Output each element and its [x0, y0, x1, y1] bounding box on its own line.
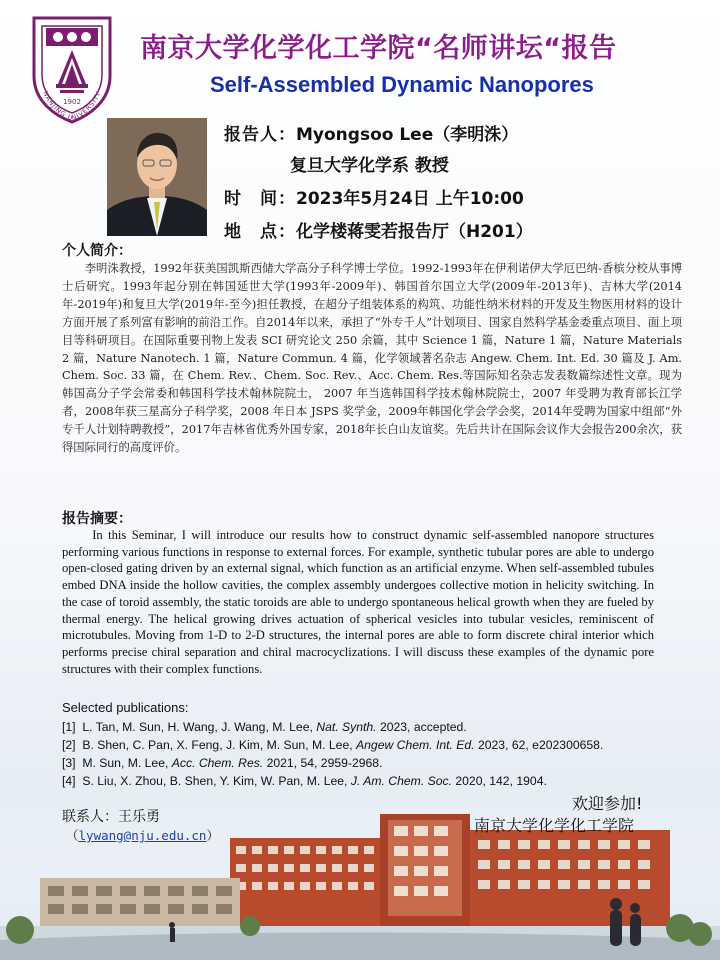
place-line [224, 217, 533, 242]
logo-text: NANJING UNIVERSITY [41, 89, 103, 123]
contact-person: 联系人：王乐勇 [62, 809, 160, 825]
publication-item: [4] S. Liu, X. Zhou, B. Shen, Y. Kim, W. Pan, M. Lee, J. Am. Chem. Soc. 2020, 142, 1904. [62, 774, 547, 788]
bio-heading: 个人简介： [62, 243, 132, 259]
abstract-text: In this Seminar, I will introduce our results how to construct dynamic self-assembled nanopore structures performing various functions in response to external forces. For example, synthetic tubular pores are able to undergo open-closed gating driven by an external signal, which function as an artificial enzyme. When self-assembled tubules embed DNA inside the hollow cavities, the complex assembly undergoes collective motion in helicity switching. In the case of toroid assembly, the static toroids are able to undergo spontaneous helical growth when they are fueled by thermal energy. The helical growing drives actuation of spherical vesicles into tubular vesicles, reminiscent of microtubules. Moving from 1-D to 2-D structures, the internal pores are able to form discrete chiral interior which performs precise chiral separation and chiral macrocyclizations. I will discuss these examples of the dynamic pore structures with their complex functions. [62, 528, 654, 676]
time-line [224, 184, 524, 209]
publication-item: [1] L. Tan, M. Sun, H. Wang, J. Wang, M. Lee, Nat. Synth. 2023, accepted. [62, 720, 467, 734]
speaker-label: 报告人： [224, 125, 296, 145]
publications-heading: Selected publications: [62, 700, 189, 715]
page-title: 南京大学化学化工学院“名师讲坛“报告 [140, 33, 617, 64]
nanjing-university-seal-icon [28, 12, 116, 124]
speaker-affiliation: 复旦大学化学系 教授 [290, 156, 449, 176]
talk-place: 化学楼蒋雯若报告厅（H201） [296, 222, 533, 242]
speaker-photo [107, 118, 207, 236]
bio-text: 李明洙教授，1992年获美国凯斯西储大学高分子科学博士学位。1992-1993年在伊利诺伊大学厄巴纳-香槟分校从事博士后研究。1993年起分别在韩国延世大学(1993年-2009年)、韩国首尔国立大学(2009年-2013年)、吉林大学(2014年-2019年)和复旦大学(2019年-至今)担任教授，在超分子组装体系的构筑、功能性纳米材料的开发及生物医用材料的设计方面开展了系列富有影响的前沿工作。自2014年以来，承担了“外专千人”计划项目、国家自然科学基金委重点项目、面上项目等科研项目。在国际重要刊物上发表 SCI 研究论文 250 余篇，其中 Science 1 篇，Nature 1 篇，Nature Materials 2 篇，Nature Nanotech. 1 篇，Nature Commun. 4 篇，化学领域著名杂志 Angew. Chem. Int. Ed. 30 篇及 J. Am. Chem. Soc. 33 篇，在 Chem. Rev.、Chem. Soc. Rev.、Acc. Chem. Res.等国际知名杂志发表数篇综述性文章。现为韩国高分子学会常委和韩国科学技术翰林院院士， 2007 年当选韩国科学技术翰林院院士，2007 年受聘为教育部长江学者，2008年获三星高分子科学奖，2008 年日本 JSPS 奖学金，2009年韩国化学会学会奖，2014年受聘为国家中组部“外专千人计划特聘教授”，2017年吉林省优秀外国专家，2018年长白山友谊奖。先后共计在国际会议作大会报告200余次，获得国际同行的高度评价。 [62, 262, 682, 455]
logo-year: 1902 [63, 98, 81, 106]
abstract-heading: 报告摘要： [62, 511, 132, 527]
welcome-text: 欢迎参加! [572, 794, 643, 813]
host-organization: 南京大学化学化工学院 [474, 816, 635, 835]
speaker-line [224, 120, 518, 145]
time-label: 时 间： [224, 189, 296, 209]
place-label: 地 点： [224, 222, 296, 242]
contact-email-link[interactable]: lywang@nju.edu.cn [78, 828, 207, 843]
speaker-name: Myongsoo Lee（李明洙） [296, 125, 519, 145]
talk-title: Self-Assembled Dynamic Nanopores [210, 72, 594, 97]
publication-item: [2] B. Shen, C. Pan, X. Feng, J. Kim, M. Sun, M. Lee, Angew Chem. Int. Ed. 2023, 62, e202300658. [62, 738, 604, 752]
university-logo [28, 12, 116, 124]
publication-item: [3] M. Sun, M. Lee, Acc. Chem. Res. 2021, 54, 2959-2968. [62, 756, 383, 770]
contact-email-line: （lywang@nju.edu.cn） [66, 828, 219, 843]
talk-time: 2023年5月24日 上午10:00 [296, 189, 524, 209]
